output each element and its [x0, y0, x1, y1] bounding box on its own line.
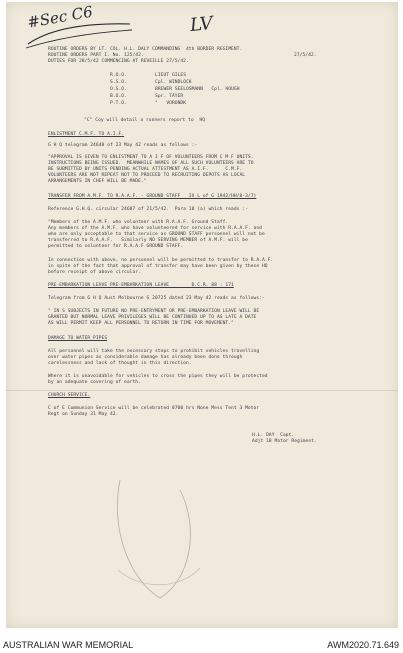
members-line: permitted to volunteer for R.A.A.F GROUND STAFF. — [48, 244, 184, 249]
header-line-2: ROUTINE ORDERS PART I. No. 125/42. — [48, 53, 144, 58]
duty-row: S.S.O. Cpl. WINDLOCK — [110, 80, 192, 85]
section-title-pre-embarkation: PRE-EMBARKATION LEAVE PRE-EMBARKATION LEAVE D.C.R. 88 : 171 — [48, 283, 234, 288]
quote-line: AS WILL PERMIT KEEP ALL PERSONNEL TO RETURN IN TIME FOR MOVEMENT." — [48, 321, 234, 326]
reference-line: Reference G.H.Q. circular 24687 of 21/5/42. Para 10 (a) which reads :- — [48, 207, 248, 212]
church-line: C of E Communion Service will be celebrated 0700 hrs None Mess Tent 3 Motor — [48, 406, 260, 411]
telegram-2: Telegram from G H Q Aust Melbourne G 20725 dated 23 May 42 reads as follows:- — [48, 296, 265, 301]
connection-line: before receipt of above circular. — [48, 270, 141, 275]
connection-line: in spite of the fact that approval of transfer may have been given by these HQ — [48, 264, 268, 269]
duty-row: B.O.O. Spr. TAYER — [110, 94, 184, 99]
pipes-line: by an adequate covering of earth. — [48, 380, 141, 385]
notice-runners: "C" Coy will detail a runners report to HQ — [84, 118, 206, 123]
pipes-line: over water pipes as considerable damage has already been done through — [48, 355, 243, 360]
quote-line: "APPROVAL IS GIVEN TO ENLISTMENT TO A I F OF VOLUNTEERS FROM C M F UNITS. — [48, 155, 254, 160]
members-line: who are only acceptable to that service as GROUND STAFF personnel will not be — [48, 232, 265, 237]
quote-line: ARRANGEMENTS IN CHEF WILL BE MADE." — [48, 179, 147, 184]
header-line-3: DUTIES FOR 28/5/42 COMMENCING AT REVEILLE 27/5/42. — [48, 59, 189, 64]
signature-name: H.L. DAY Capt. — [252, 433, 295, 438]
connection-line: In connection with above, no personnel will be permitted to transfer to R.A.A.F. — [48, 258, 274, 263]
header-line-1: ROUTINE ORDERS BY LT. COL. H.L. DALY COMMANDING 4th BORDER REGIMENT. — [48, 47, 243, 52]
pencil-scribble — [100, 470, 220, 610]
members-line: "Members of the A.M.F. who volunteer with R.A.A.F. Ground Staff. — [48, 220, 229, 225]
handwritten-lv: LV — [188, 12, 214, 37]
quote-line: VOLUNTEERS ARE NOT REPEAT NOT TO PROCEED TO RECRUITING DEPOTS AS LOCAL — [48, 173, 246, 178]
pipes-line: carelessness and lack of thought in this direction. — [48, 361, 192, 366]
quote-line: GRANTED BUT NORMAL LEAVE PRIVILEGES WILL BE CONTINUED UP TO AS LATE A DATE — [48, 315, 257, 320]
pipes-line: Where it is unavoidable for vehicles to cross the pipes they will be protected — [48, 374, 268, 379]
section-title-water-pipes: DAMAGE TO WATER PIPES — [48, 336, 108, 341]
section-title-transfer: TRANSFER FROM A.M.F. TO R.A.A.F. - GROUND STAFF IX L of G 1942/HH/8-3/7) — [48, 194, 257, 199]
archive-footer — [0, 636, 403, 653]
signature-title: Adjt 18 Motor Regiment. — [252, 439, 317, 444]
header-date: 27/5/42. — [294, 53, 317, 58]
quote-line: " IN S SUBJECTS IN FUTURE NO PRE-ENTRYMENT OR PRE-EMBARKATION LEAVE WILL BE — [48, 309, 260, 314]
duty-row: R.O.O. LIEUT GILES — [110, 73, 187, 78]
duty-row: P.T.O. " VORONDK — [110, 101, 187, 106]
duty-row: O.S.O. BREWER SEELOSMANN Cpl. HOUGH — [110, 87, 240, 92]
section-title-enlistment: ENLISTMENT C.M.F. TO A.I.F. — [48, 132, 125, 137]
section-title-church: CHURCH SERVICE. — [48, 393, 91, 398]
footer-accession: AWM2020.71.649 — [327, 640, 399, 650]
footer-source: AUSTRALIAN WAR MEMORIAL — [3, 640, 134, 650]
quote-line: INSTRUCTIONS BEING ISSUED. MEANWHILE NAMES OF ALL SUCH VOLUNTEERS ARE TO — [48, 161, 254, 166]
telegram-1: G H Q telegram 24648 of 23 May 42 reads as follows :- — [48, 143, 198, 148]
pipes-line: All personnel will take the necessary steps to prohibit vehicles travelling — [48, 349, 260, 354]
members-line: Any members of the A.M.F. who have volunteered for service with R.A.A.F. and — [48, 226, 262, 231]
church-line: Regt on Sunday 31 May 42. — [48, 412, 119, 417]
members-line: transferred to R.A.A.F. Similarly NO SERVING MEMBER of A.M.F. will be — [48, 238, 248, 243]
quote-line: BE SUBMITTED BY UNITS PENDING ACTUAL ATTESTMENT AS A.I.F. C.M.F. — [48, 167, 243, 172]
handwritten-mark: #Sec C6 — [26, 2, 95, 32]
